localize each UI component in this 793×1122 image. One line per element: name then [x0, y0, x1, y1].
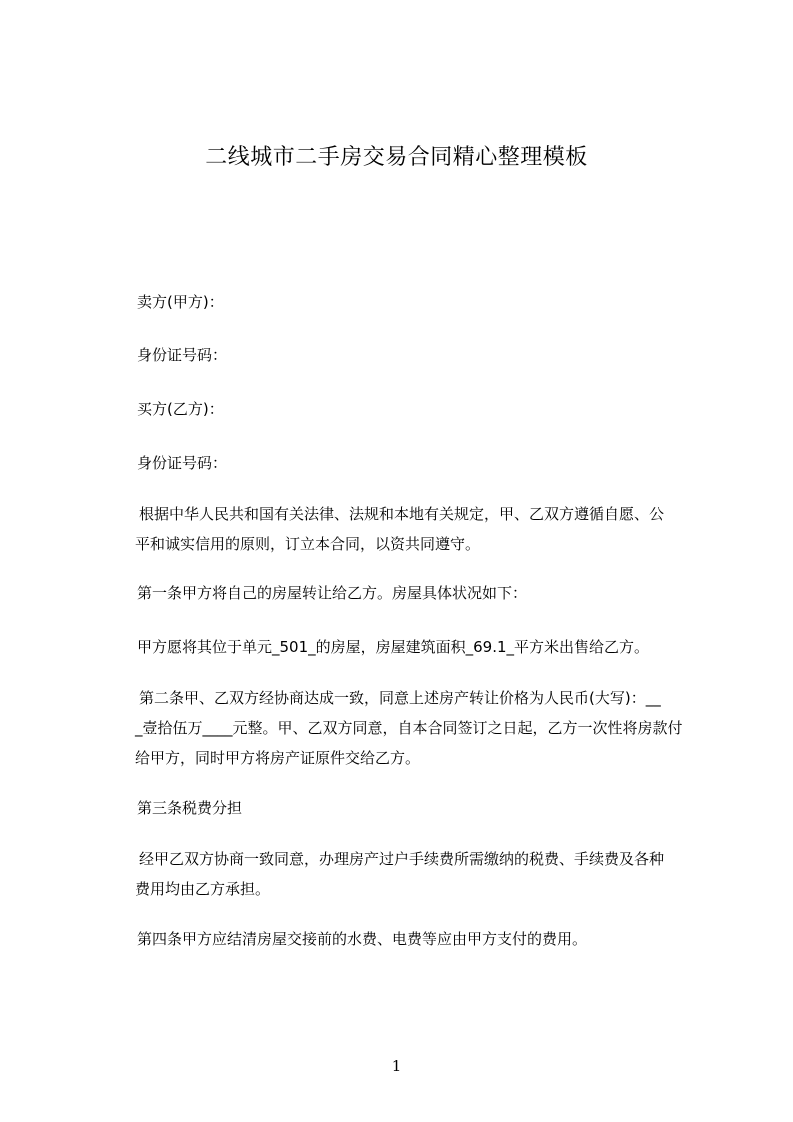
preamble-line-1: 根据中华人民共和国有关法律、法规和本地有关规定，甲、乙双方遵循自愿、公: [139, 505, 665, 523]
preamble-paragraph: [137, 499, 702, 559]
buyer-id-field-label: 身份证号码：: [137, 454, 228, 472]
article-3-heading: 第三条税费分担: [137, 799, 243, 817]
preamble-line-2: 平和诚实信用的原则，订立本合同，以资共同遵守。: [135, 535, 481, 553]
article-1-detail: 甲方愿将其位于单元_501_的房屋，房屋建筑面积_69.1_平方米出售给乙方。: [137, 638, 650, 656]
buyer-field-label: 买方(乙方)：: [137, 400, 224, 418]
article-3-paragraph: [137, 844, 702, 904]
article-2-line-1: 第二条甲、乙双方经协商达成一致，同意上述房产转让价格为人民币(大写)：__: [139, 689, 661, 707]
article-1-heading: 第一条甲方将自己的房屋转让给乙方。房屋具体状况如下：: [137, 584, 528, 602]
article-2-line-2: _壹拾伍万____元整。甲、乙双方同意，自本合同签订之日起，乙方一次性将房款付: [135, 719, 683, 737]
seller-id-field-label: 身份证号码：: [137, 346, 228, 364]
article-2-line-3: 给甲方，同时甲方将房产证原件交给乙方。: [135, 749, 421, 767]
article-3-line-2: 费用均由乙方承担。: [135, 880, 271, 898]
article-2-paragraph: [137, 683, 702, 773]
article-4-heading: 第四条甲方应结清房屋交接前的水费、电费等应由甲方支付的费用。: [137, 930, 588, 948]
article-3-line-1: 经甲乙双方协商一致同意，办理房产过户手续费所需缴纳的税费、手续费及各种: [139, 850, 665, 868]
document-title: 二线城市二手房交易合同精心整理模板: [205, 145, 588, 170]
page-number: 1: [391, 1057, 402, 1075]
seller-field-label: 卖方(甲方)：: [137, 293, 224, 311]
